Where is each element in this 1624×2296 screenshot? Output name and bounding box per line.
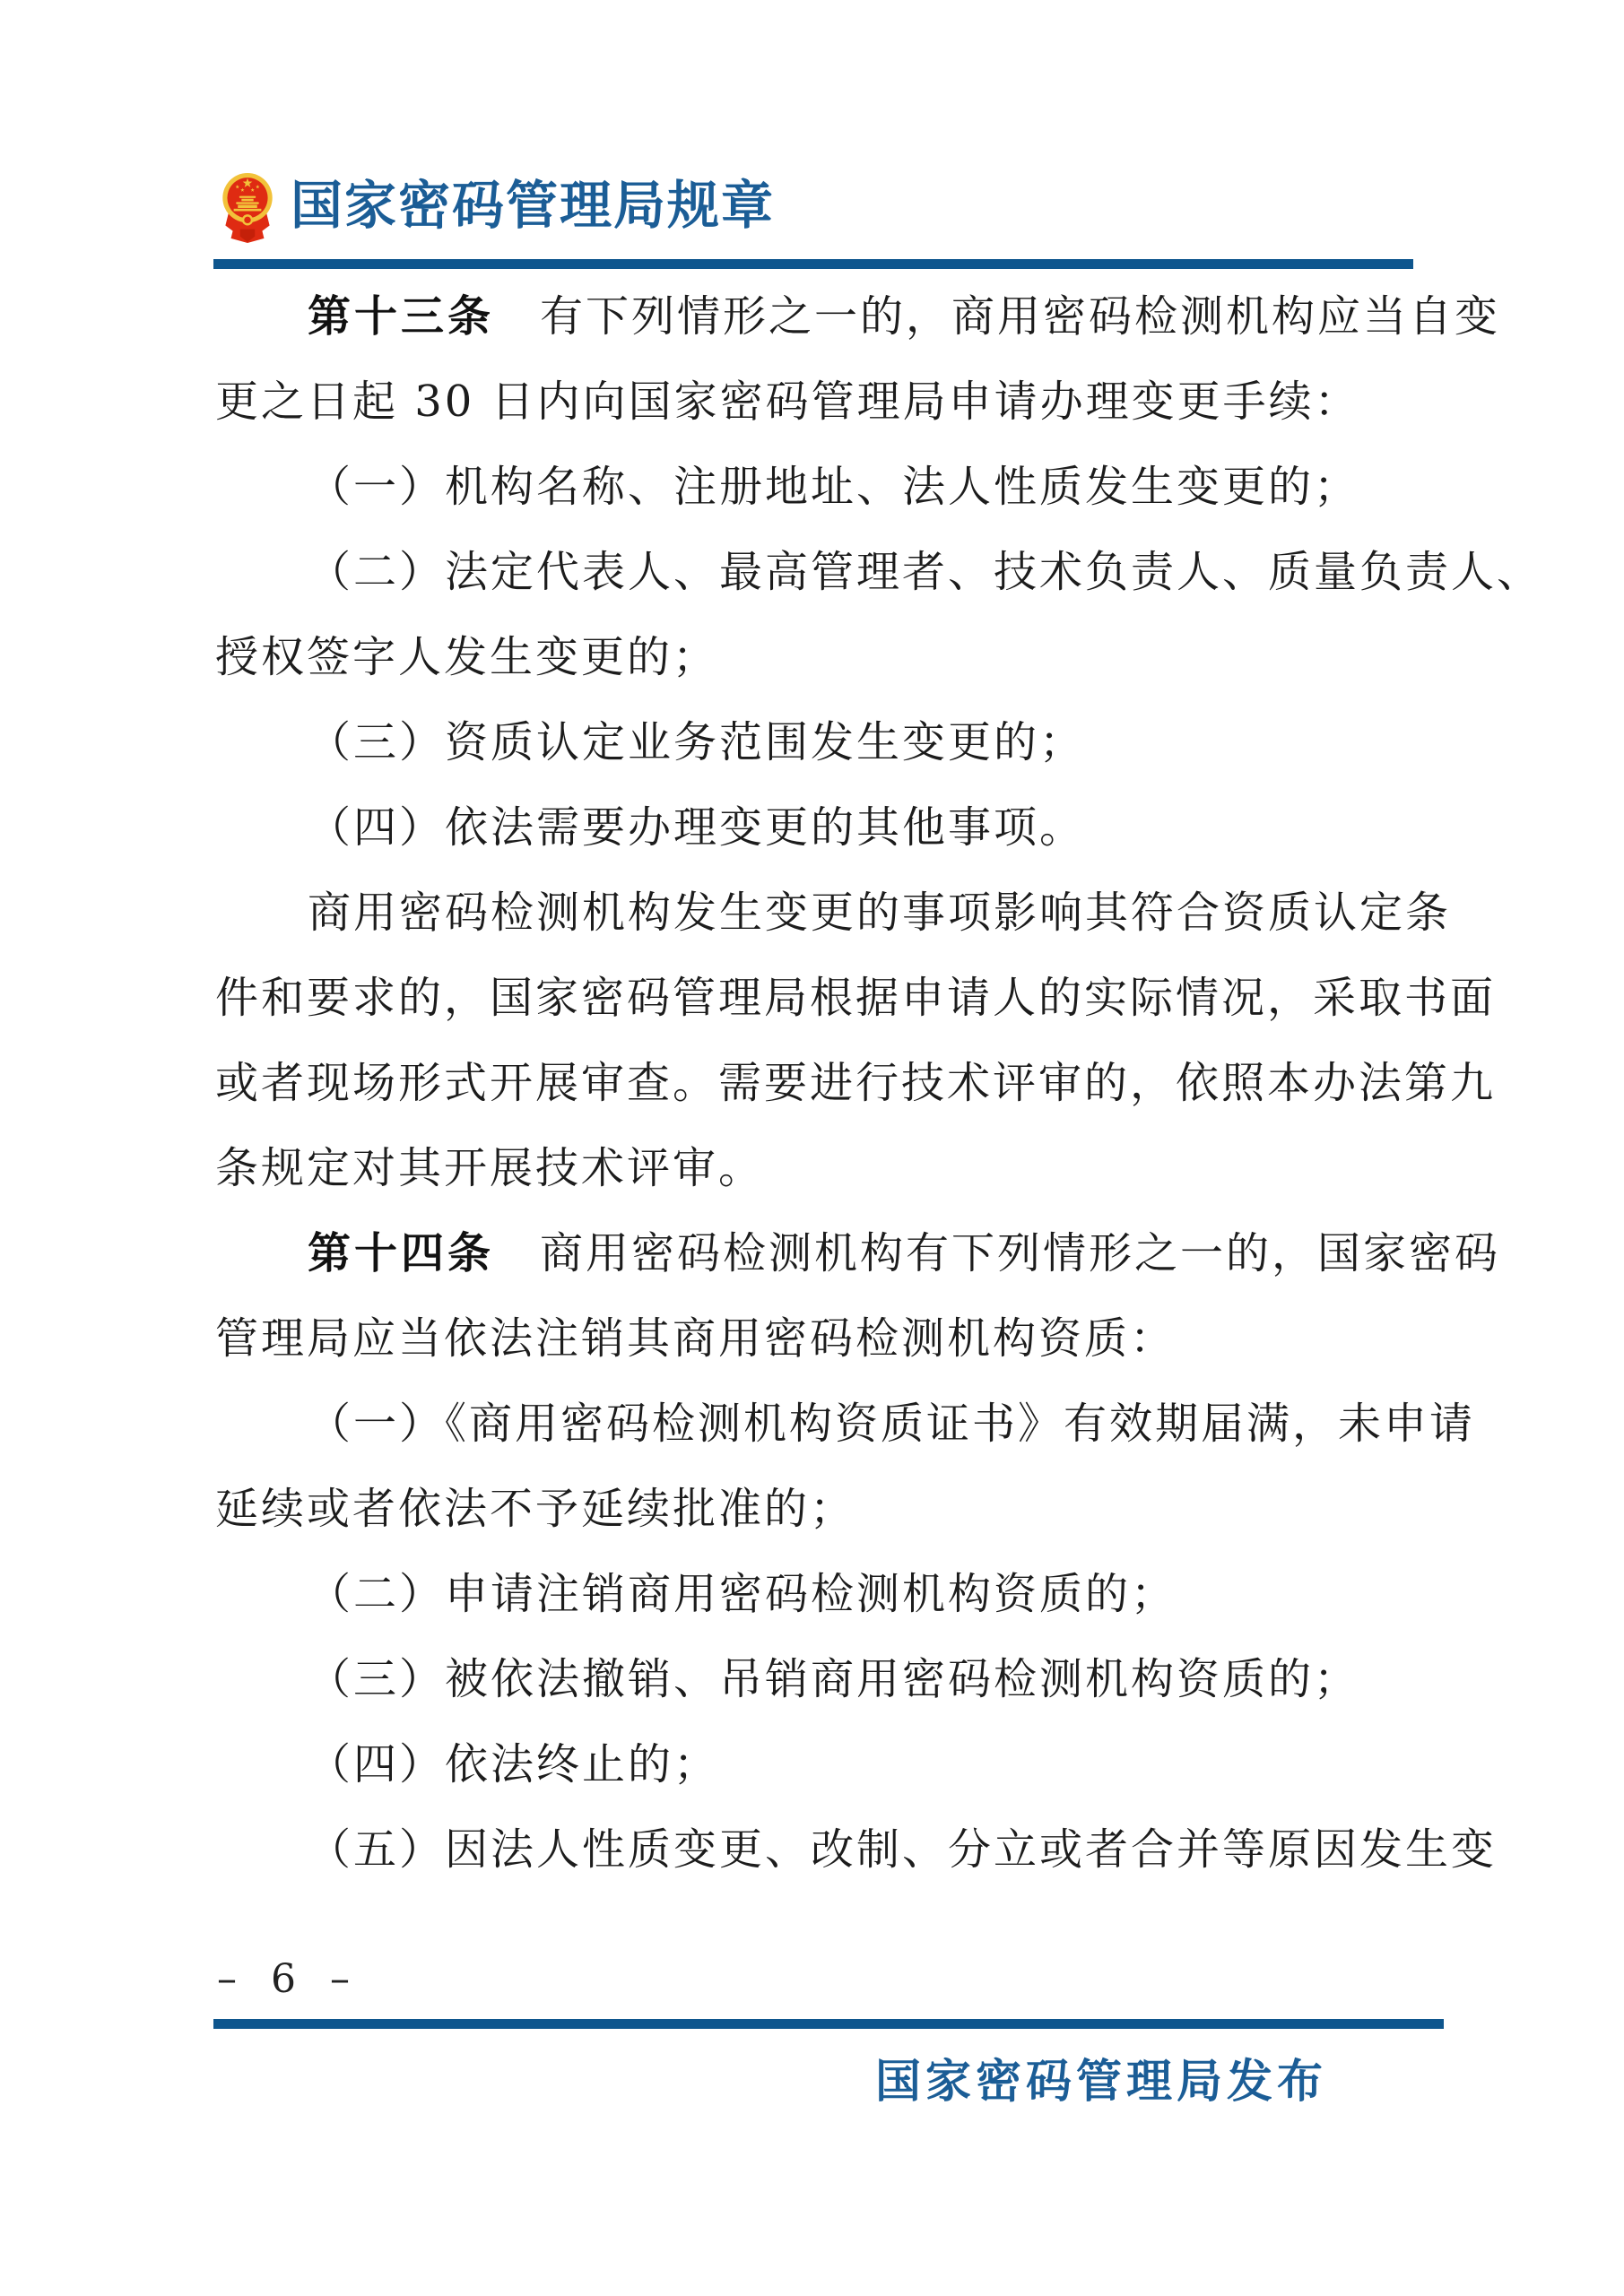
- text-segment: 授权签字人发生变更的；: [215, 632, 719, 682]
- text-line: [215, 530, 1543, 615]
- text-line: [215, 1807, 1498, 1893]
- text-line: [215, 1722, 1421, 1807]
- text-line: [215, 360, 1421, 445]
- text-segment: 管理局应当依法注销其商用密码检测机构资质：: [215, 1313, 1177, 1364]
- text-line: [215, 445, 1421, 530]
- text-line: [215, 1211, 1501, 1296]
- document-body: [215, 274, 1543, 1893]
- text-segment: 或者现场形式开展审查。需要进行技术评审的，依照本办法第九: [215, 1058, 1497, 1108]
- text-segment: 条规定对其开展技术评审。: [215, 1143, 765, 1193]
- article-number: 第十三条: [308, 291, 495, 342]
- text-segment: 商用密码检测机构有下列情形之一的，国家密码: [494, 1228, 1501, 1278]
- text-segment: （四）依法需要办理变更的其他事项。: [308, 802, 1086, 853]
- text-segment: 件和要求的，国家密码管理局根据申请人的实际情况，采取书面: [215, 973, 1497, 1023]
- text-segment: （二）申请注销商用密码检测机构资质的；: [308, 1569, 1177, 1619]
- text-line: [215, 615, 1421, 700]
- text-segment: （三）被依法撤销、吊销商用密码检测机构资质的；: [308, 1654, 1360, 1704]
- text-segment: （二）法定代表人、最高管理者、技术负责人、质量负责人、: [308, 547, 1543, 597]
- text-segment: （一）《商用密码检测机构资质证书》有效期届满，未申请: [308, 1399, 1476, 1449]
- text-segment: 延续或者依法不予延续批准的；: [215, 1484, 856, 1534]
- text-segment: 更之日起 30 日内向国家密码管理局申请办理变更手续：: [215, 377, 1360, 427]
- article-number: 第十四条: [308, 1228, 495, 1278]
- text-line: [215, 700, 1421, 785]
- text-line: [215, 871, 1452, 956]
- text-segment: 有下列情形之一的，商用密码检测机构应当自变: [494, 291, 1501, 342]
- text-line: [215, 785, 1421, 871]
- text-line: [215, 1552, 1421, 1637]
- text-line: [215, 1126, 1421, 1211]
- text-line: [215, 1041, 1497, 1126]
- text-segment: （四）依法终止的；: [308, 1739, 720, 1789]
- text-segment: （五）因法人性质变更、改制、分立或者合并等原因发生变: [308, 1824, 1498, 1875]
- text-line: [215, 1296, 1421, 1382]
- text-line: [215, 1382, 1476, 1467]
- text-line: [215, 1637, 1421, 1722]
- header-title: 国家密码管理局规章: [291, 175, 776, 236]
- text-segment: （一）机构名称、注册地址、法人性质发生变更的；: [308, 462, 1360, 512]
- text-segment: （三）资质认定业务范围发生变更的；: [308, 717, 1086, 767]
- page-number: – 6 –: [217, 1956, 360, 2002]
- text-line: [215, 274, 1501, 360]
- text-segment: 商用密码检测机构发生变更的事项影响其符合资质认定条: [308, 888, 1452, 938]
- footer-publisher: 国家密码管理局发布: [874, 2055, 1327, 2109]
- china-national-emblem-icon: [220, 172, 275, 244]
- text-line: [215, 1467, 1421, 1552]
- footer-rule: [213, 2019, 1444, 2029]
- header-rule: [213, 259, 1413, 269]
- text-line: [215, 956, 1497, 1041]
